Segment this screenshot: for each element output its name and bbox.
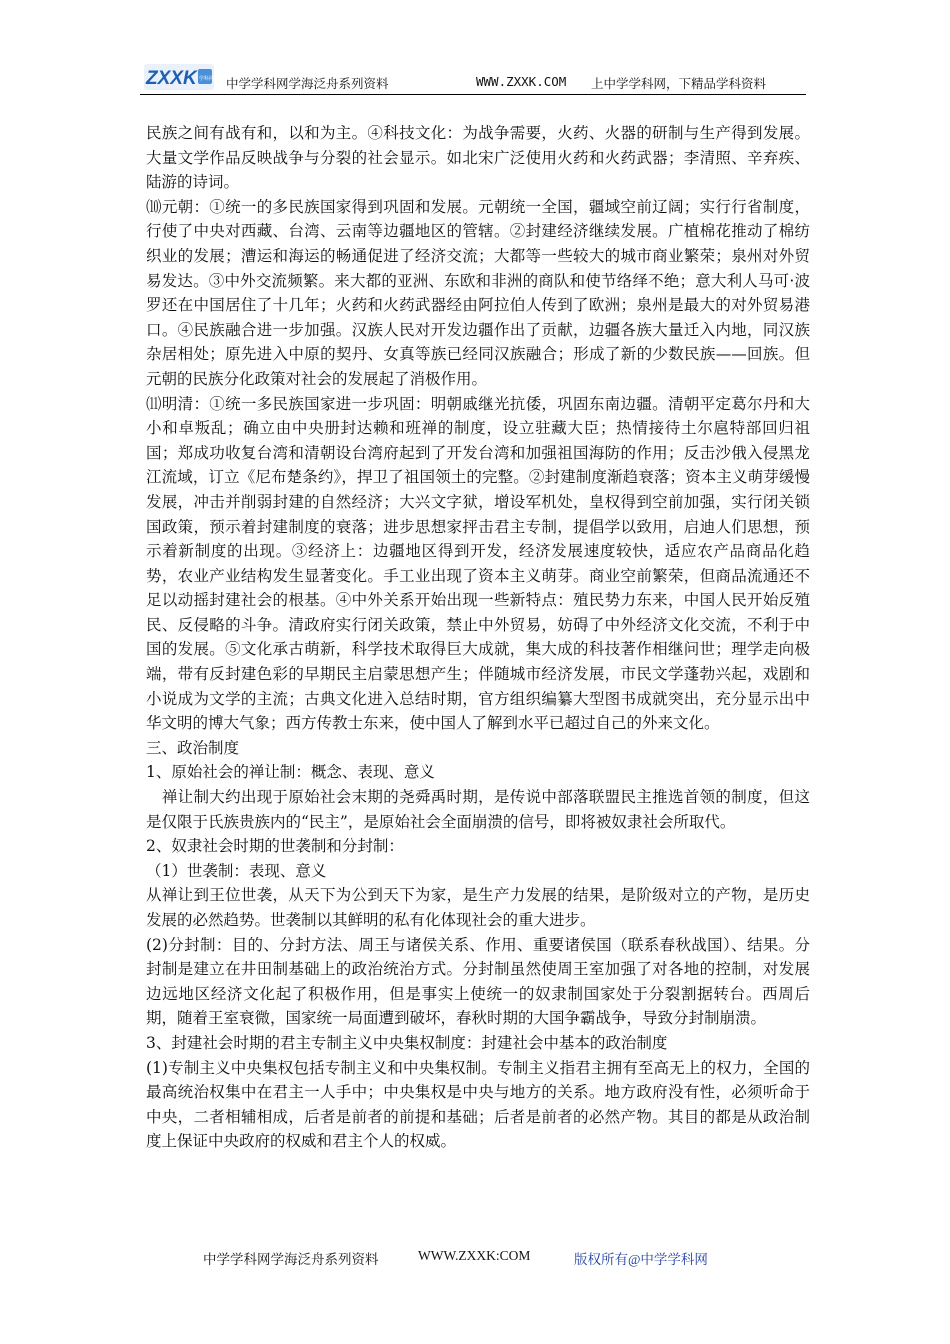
page-header	[140, 62, 806, 95]
page-footer	[0, 1248, 950, 1268]
header-site-url[interactable]: WWW.ZXXK.COM	[476, 74, 567, 89]
paragraph: (1)专制主义中央集权包括专制主义和中央集权制。专制主义指君主拥有至高无上的权力，全国的最高统治权集中在君主一人手中；中央集权是中央与地方的关系。地方政府没有性，必须听命于中央，二者相辅相成，后者是前者的前提和基础；后者是前者的必然产物。其目的都是从政治制度上保证中央政府的权威和君主个人的权威。	[146, 1058, 810, 1151]
document-body	[146, 121, 810, 1154]
paragraph: ⑽元朝：①统一的多民族国家得到巩固和发展。元朝统一全国，疆域空前辽阔；实行行省制度，行使了中央对西藏、台湾、云南等边疆地区的管辖。②封建经济继续发展。广植棉花推动了棉纺织业的发展；漕运和海运的畅通促进了经济交流；大都等一些较大的城市商业繁荣；泉州对外贸易发达。③中外交流频繁。来大都的亚洲、东欧和非洲的商队和使节络绎不绝；意大利人马可·波罗还在中国居住了十几年；火药和火药武器经由阿拉伯人传到了欧洲；泉州是最大的对外贸易港口。④民族融合进一步加强。汉族人民对开发边疆作出了贡献，边疆各族大量迁入内地，同汉族杂居相处；原先进入中原的契丹、女真等族已经同汉族融合；形成了新的少数民族——回族。但元朝的民族分化政策对社会的发展起了消极作用。	[146, 197, 810, 388]
subsection-heading: 1、原始社会的禅让制：概念、表现、意义	[146, 763, 435, 782]
header-slogan: 上中学学科网，下精品学科资料	[591, 76, 767, 91]
paragraph: 禅让制大约出现于原始社会末期的尧舜禹时期，是传说中部落联盟民主推选首领的制度，但这是仅限于氏族贵族内的“民主”，是原始社会全面崩溃的信号，即将被奴隶社会所取代。	[146, 788, 810, 831]
paragraph: ⑾明清：①统一多民族国家进一步巩固：明朝戚继光抗倭，巩固东南边疆。清朝平定葛尔丹和大小和卓叛乱；确立由中央册封达赖和班禅的制度，设立驻藏大臣；热情接待土尔扈特部回归祖国；郑成功收复台湾和清朝设台湾府起到了开发台湾和加强祖国海防的作用；反击沙俄入侵黑龙江流域，订立《尼布楚条约》，捍卫了祖国领土的完整。②封建制度渐趋衰落；资本主义萌芽缓慢发展，冲击并削弱封建的自然经济；大兴文字狱，增设军机处，皇权得到空前加强，实行闭关锁国政策，预示着封建制度的衰落；进步思想家抨击君主专制，提倡学以致用，启迪人们思想，预示着新制度的出现。③经济上：边疆地区得到开发，经济发展速度较快，适应农产品商品化趋势，农业产业结构发生显著变化。手工业出现了资本主义萌芽。商业空前繁荣，但商品流通还不足以动摇封建社会的根基。④中外关系开始出现一些新特点：殖民势力东来，中国人民开始反殖民、反侵略的斗争。清政府实行闭关政策，禁止中外贸易，妨碍了中外经济文化交流，不利于中国的发展。⑤文化承古萌新，科学技术取得巨大成就，集大成的科技著作相继问世；理学走向极端，带有反封建色彩的早期民主启蒙思想产生；伴随城市经济发展，市民文学蓬勃兴起，戏剧和小说成为文学的主流；古典文化进入总结时期，官方组织编纂大型图书成就突出，充分显示出中华文明的博大气象；西方传教士东来，使中国人了解到水平已超过自己的外来文化。	[146, 394, 810, 733]
logo-text: ZXXK	[146, 68, 197, 89]
paragraph: (2)分封制：目的、分封方法、周王与诸侯关系、作用、重要诸侯国（联系春秋战国）、结果。分封制是建立在井田制基础上的政治统治方式。分封制虽然使周王室加强了对各地的控制，对发展边远地区经济文化起了积极作用，但是事实上使统一的奴隶制国家处于分裂割据转台。西周后期，随着王室衰微，国家统一局面遭到破坏，春秋时期的大国争霸战争，导致分封制崩溃。	[146, 935, 810, 1028]
zxxk-logo	[144, 64, 214, 90]
subsection-heading: （1）世袭制：表现、意义	[146, 861, 327, 880]
logo-sub: 学科网	[199, 76, 214, 82]
subsection-heading: 3、封建社会时期的君主专制主义中央集权制度：封建社会中基本的政治制度	[146, 1033, 668, 1052]
footer-copyright-link[interactable]: 版权所有@中学学科网	[574, 1252, 708, 1267]
section-heading: 三、政治制度	[146, 738, 240, 757]
subsection-heading: 2、奴隶社会时期的世袭制和分封制：	[146, 837, 404, 856]
footer-left-text: 中学学科网学海泛舟系列资料	[203, 1252, 379, 1267]
paragraph: 从禅让到王位世袭，从天下为公到天下为家，是生产力发展的结果，是阶级对立的产物，是历史发展的必然趋势。世袭制以其鲜明的私有化体现社会的重大进步。	[146, 886, 810, 929]
paragraph: 民族之间有战有和，以和为主。④科技文化：为战争需要，火药、火器的研制与生产得到发展。大量文学作品反映战争与分裂的社会显示。如北宋广泛使用火药和火药武器；李清照、辛弃疾、陆游的诗词。	[146, 124, 810, 192]
header-left-text: 中学学科网学海泛舟系列资料	[226, 76, 389, 91]
footer-site-url[interactable]: WWW.ZXXK:COM	[418, 1248, 531, 1263]
